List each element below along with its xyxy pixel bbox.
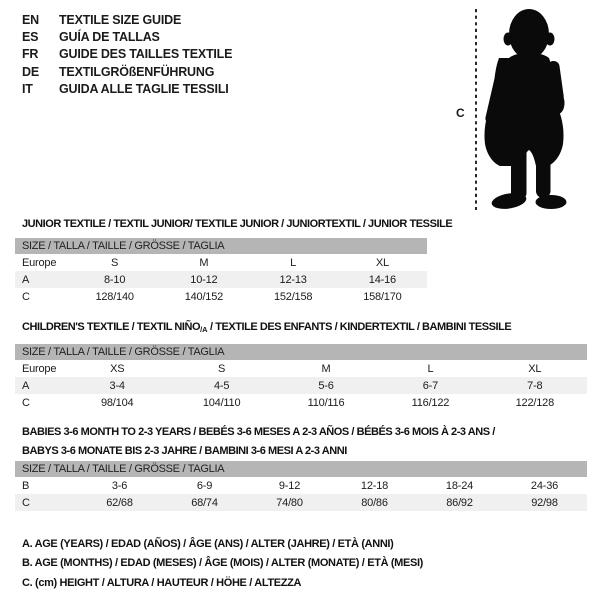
language-code: EN xyxy=(22,13,39,27)
section-title-line xyxy=(22,423,495,442)
language-row xyxy=(22,46,232,63)
language-row xyxy=(22,81,232,98)
table-rows xyxy=(15,254,427,305)
children-section-title xyxy=(22,318,511,339)
table-cell: M xyxy=(321,362,331,375)
row-label: Europe xyxy=(22,256,57,269)
table-cell: M xyxy=(199,256,209,269)
table-cell: L xyxy=(427,362,434,375)
language-title: GUIDE DES TAILLES TEXTILE xyxy=(59,47,233,62)
section-title-text: BABYS 3-6 MONATE BIS 2-3 JAHRE / BAMBINI 3-6 MESI A 2-3 ANNI xyxy=(22,445,347,457)
language-code: IT xyxy=(22,81,33,96)
table-cell: 24-36 xyxy=(530,479,559,492)
table-cell: 8-10 xyxy=(104,273,126,286)
table-cell: 116/122 xyxy=(411,396,450,409)
table-row xyxy=(15,494,587,511)
table-cell: 98/104 xyxy=(100,396,134,409)
footnote: C. (cm) HEIGHT / ALTURA / HAUTEUR / HÖHE / ALTEZZA xyxy=(22,576,302,589)
table-cell: 3-6 xyxy=(111,479,128,492)
table-cell: S xyxy=(218,362,226,375)
children-size-table xyxy=(15,344,587,411)
table-row xyxy=(15,377,587,394)
section-title-text: BABIES 3-6 MONTH TO 2-3 YEARS / BEBÉS 3-6 MESES A 2-3 AÑOS / BÉBÉS 3-6 MOIS À 2-3 ANS / xyxy=(22,426,495,438)
table-cell: 3-4 xyxy=(109,379,125,392)
table-cell: 68/74 xyxy=(191,496,218,509)
table-cell: 18-24 xyxy=(445,479,474,492)
footnote: A. AGE (YEARS) / EDAD (AÑOS) / ÂGE (ANS) / ALTER (JAHRE) / ETÀ (ANNI) xyxy=(22,538,394,550)
table-cell: 158/170 xyxy=(363,290,402,303)
table-cell: 80/86 xyxy=(361,496,388,509)
table-cell: 74/80 xyxy=(276,496,303,509)
section-title-text: JUNIOR TEXTILE / TEXTIL JUNIOR/ TEXTILE JUNIOR / JUNIORTEXTIL / JUNIOR TESSILE xyxy=(22,218,453,230)
language-row xyxy=(22,12,232,29)
table-cell: 10-12 xyxy=(190,273,218,286)
table-cell: XL xyxy=(528,362,542,375)
table-row xyxy=(15,254,427,271)
table-cell: 62/68 xyxy=(106,496,133,509)
language-title: GUÍA DE TALLAS xyxy=(59,30,160,45)
section-title-sub: /A xyxy=(200,325,208,334)
language-code: DE xyxy=(22,64,39,79)
language-code: ES xyxy=(22,30,39,45)
table-cell: 5-6 xyxy=(318,379,334,392)
row-label: Europe xyxy=(22,362,57,375)
table-cell: 6-9 xyxy=(196,479,213,492)
table-cell: 12-18 xyxy=(360,479,389,492)
table-cell: 122/128 xyxy=(515,396,555,409)
row-label: A xyxy=(22,273,30,286)
language-list xyxy=(22,12,232,98)
language-title: TEXTILE SIZE GUIDE xyxy=(59,13,182,27)
size-header-bar: SIZE / TALLA / TAILLE / GRÖSSE / TAGLIA xyxy=(15,461,587,477)
table-cell: 128/140 xyxy=(95,290,134,303)
babies-size-table xyxy=(15,461,587,511)
table-cell: 104/110 xyxy=(202,396,241,409)
language-title: GUIDA ALLE TAGLIE TESSILI xyxy=(59,81,229,96)
section-title-text: CHILDREN'S TEXTILE / TEXTIL NIÑO xyxy=(22,321,201,333)
table-cell: 7-8 xyxy=(527,379,543,392)
language-row xyxy=(22,29,232,46)
table-row xyxy=(15,360,587,377)
section-title-text: / TEXTILE DES ENFANTS / KINDERTEXTIL / BAMBINI TESSILE xyxy=(207,321,512,333)
table-cell: 92/98 xyxy=(531,496,558,509)
table-row xyxy=(15,477,587,494)
toddler-silhouette-icon xyxy=(484,9,566,211)
footnotes xyxy=(22,535,423,593)
row-label: A xyxy=(22,379,30,392)
table-cell: XL xyxy=(375,256,389,269)
table-rows xyxy=(15,360,587,411)
table-cell: 110/116 xyxy=(307,396,345,409)
babies-section-title xyxy=(22,423,495,461)
table-cell: S xyxy=(111,256,119,269)
table-cell: 4-5 xyxy=(213,379,230,392)
language-code: FR xyxy=(22,47,39,62)
table-row xyxy=(15,288,427,305)
row-label: C xyxy=(22,290,30,303)
table-cell: 140/152 xyxy=(184,290,224,303)
size-header-bar: SIZE / TALLA / TAILLE / GRÖSSE / TAGLIA xyxy=(15,344,587,360)
table-cell: 152/158 xyxy=(273,290,313,303)
row-label: C xyxy=(22,396,30,409)
junior-section-title xyxy=(22,215,452,236)
junior-size-table xyxy=(15,238,427,305)
table-rows xyxy=(15,477,587,511)
height-measure-label: C xyxy=(456,106,465,120)
section-title-line xyxy=(22,442,495,461)
table-cell: 6-7 xyxy=(422,379,439,392)
row-label: C xyxy=(22,496,30,509)
table-cell: 9-12 xyxy=(278,479,301,492)
size-header-bar: SIZE / TALLA / TAILLE / GRÖSSE / TAGLIA xyxy=(15,238,427,254)
row-label: B xyxy=(22,479,30,492)
table-cell: XS xyxy=(110,362,125,375)
size-guide-figure xyxy=(452,4,582,216)
language-title: TEXTILGRÖßENFÜHRUNG xyxy=(59,64,215,79)
table-cell: L xyxy=(290,256,297,269)
language-row xyxy=(22,64,232,81)
footnote: B. AGE (MONTHS) / EDAD (MESES) / ÂGE (MOIS) / ALTER (MONATE) / ETÀ (MESI) xyxy=(22,557,423,570)
table-row xyxy=(15,394,587,411)
table-cell: 12-13 xyxy=(279,273,307,286)
table-row xyxy=(15,271,427,288)
table-cell: 14-16 xyxy=(368,273,396,286)
table-cell: 86/92 xyxy=(446,496,473,509)
